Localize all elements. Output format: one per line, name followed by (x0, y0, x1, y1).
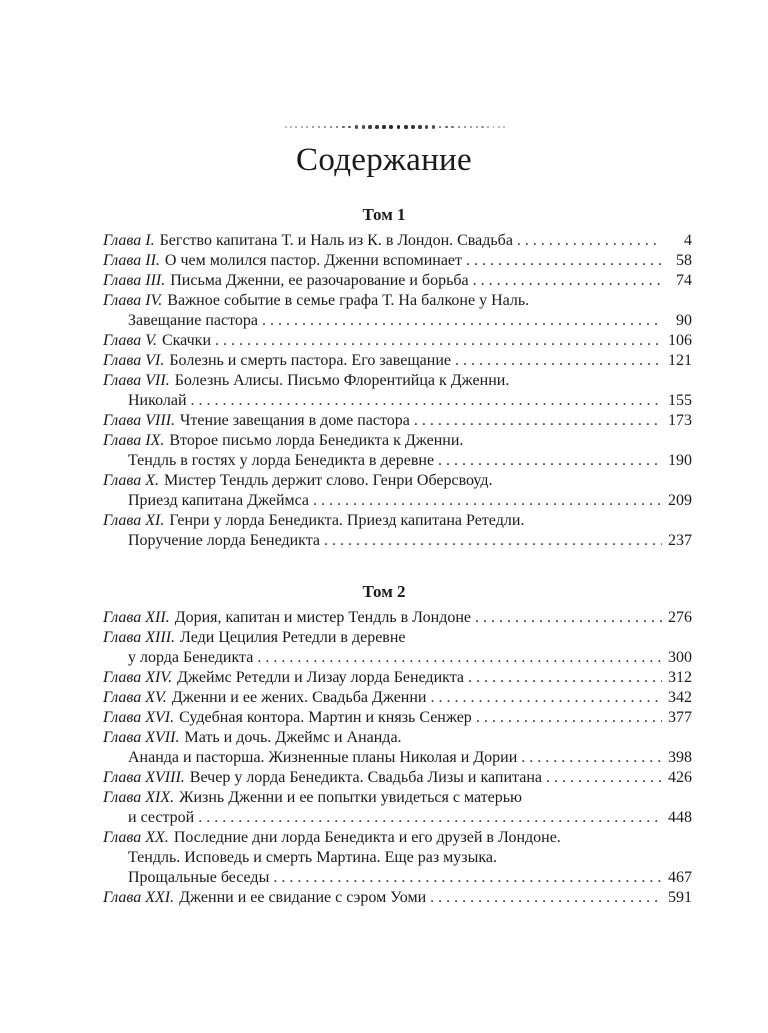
toc-line (103, 251, 692, 271)
toc-line (103, 888, 692, 908)
page-number: 173 (668, 412, 692, 429)
ornament-dot (445, 126, 448, 129)
toc-entry (103, 688, 692, 708)
chapter-title: Мистер Тендль держит слово. Генри Оберсвоуд. (164, 472, 493, 489)
toc-line (103, 668, 692, 688)
page-number: 276 (668, 609, 692, 626)
ornament-dot (439, 126, 442, 129)
dot-leader (324, 531, 662, 551)
ornament-dot (330, 126, 333, 129)
toc-line (103, 391, 692, 411)
toc-entry (103, 608, 692, 628)
toc-line (103, 728, 692, 748)
page-number: 74 (676, 272, 692, 289)
toc-entry (103, 431, 692, 471)
page-number: 121 (668, 352, 692, 369)
toc-entry (103, 411, 692, 431)
chapter-label: Глава IV. (103, 292, 163, 309)
toc-entry (103, 728, 692, 768)
ornament-dot (312, 126, 314, 128)
page-number: 209 (668, 492, 692, 509)
ornament-dot (493, 126, 495, 128)
toc-line (103, 748, 692, 768)
chapter-title: Судебная контора. Мартин и князь Сенжер (179, 709, 472, 726)
toc-entry (103, 788, 692, 828)
chapter-label: Глава XIV. (103, 669, 173, 686)
chapter-label: Глава XII. (103, 609, 170, 626)
toc-entry (103, 371, 692, 411)
page-title: Содержание (296, 142, 472, 178)
chapter-title: Прощальные беседы (128, 869, 270, 886)
chapter-title: Николай (128, 392, 187, 409)
ornament-dot (470, 126, 472, 128)
volume-2-title: Том 2 (362, 582, 406, 601)
chapter-title: Чтение завещания в доме пастора (180, 412, 410, 429)
dot-leader (517, 231, 662, 251)
toc-line (103, 431, 692, 451)
chapter-title: Приезд капитана Джеймса (128, 492, 310, 509)
chapter-title: Последние дни лорда Бенедикта и его друзей в Лондоне. (173, 829, 561, 846)
chapter-title: Жизнь Дженни и ее попытки увидеться с матерью (179, 789, 522, 806)
chapter-title: Вечер у лорда Бенедикта. Свадьба Лизы и капитана (189, 769, 542, 786)
toc-line (103, 788, 692, 808)
dot-leader (414, 411, 662, 431)
chapter-label: Глава XV. (103, 689, 167, 706)
chapter-label: Глава XX. (103, 829, 169, 846)
ornament-dot (404, 125, 408, 129)
chapter-title: Бегство капитана Т. и Наль из К. в Лондон. Свадьба (159, 232, 513, 249)
chapter-title: Болезнь Алисы. Письмо Флорентийца к Дженни. (174, 372, 510, 389)
dot-leader (262, 311, 662, 331)
toc-line (103, 451, 692, 471)
ornament-dot (418, 125, 421, 128)
toc-line (103, 648, 692, 668)
ornament-dot (464, 126, 466, 128)
chapter-label: Глава VI. (103, 352, 165, 369)
toc-line (103, 531, 692, 551)
ornament-dot (458, 126, 461, 129)
page-number: 312 (668, 669, 692, 686)
toc-line (103, 291, 692, 311)
page-number: 591 (668, 889, 692, 906)
toc-entry (103, 511, 692, 551)
chapter-label: Глава VII. (103, 372, 170, 389)
page-number: 467 (668, 869, 692, 886)
toc-entry (103, 291, 692, 331)
ornament-dot (355, 125, 358, 128)
page-number: 342 (668, 689, 692, 706)
dot-leader (430, 888, 662, 908)
chapter-title: О чем молился пастор. Дженни вспоминает (164, 252, 463, 269)
ornament-dot (432, 125, 435, 128)
page-number: 377 (668, 709, 692, 726)
toc-line (103, 351, 692, 371)
ornament-dot (425, 125, 428, 128)
toc-entry (103, 231, 692, 251)
ornament-dot (382, 125, 386, 129)
ornament-dot (389, 125, 393, 129)
dot-leader (476, 708, 662, 728)
chapter-title: Тендль. Исповедь и смерть Мартина. Еще раз музыка. (128, 849, 498, 866)
dot-leader (257, 648, 662, 668)
chapter-title: Болезнь и смерть пастора. Его завещание (169, 352, 451, 369)
ornament-dot (301, 126, 303, 128)
chapter-label: Глава XXI. (103, 889, 175, 906)
ornament-dot (348, 126, 351, 129)
chapter-title: Поручение лорда Бенедикта (128, 532, 321, 549)
page-number: 448 (668, 809, 692, 826)
chapter-title: Дория, капитан и мистер Тендль в Лондоне (174, 609, 471, 626)
toc-entry (103, 668, 692, 688)
ornament-dot (498, 126, 500, 128)
chapter-label: Глава I. (103, 232, 155, 249)
chapter-label: Глава XVI. (103, 709, 175, 726)
chapter-label: Глава XVIII. (103, 769, 185, 786)
ornament-dot (397, 125, 401, 129)
toc-entry (103, 351, 692, 371)
chapter-title: Скачки (161, 332, 212, 349)
chapter-label: Глава XIII. (103, 629, 176, 646)
dot-leader (546, 768, 662, 788)
ornament-dot (362, 125, 365, 128)
toc-line (103, 411, 692, 431)
chapter-label: Глава VIII. (103, 412, 176, 429)
dot-leader (475, 608, 662, 628)
chapter-label: Глава II. (103, 252, 160, 269)
page-number: 190 (668, 452, 692, 469)
toc-line (103, 271, 692, 291)
toc-line (103, 491, 692, 511)
chapter-title: Важное событие в семье графа Т. На балконе у Наль. (167, 292, 530, 309)
toc-entry (103, 828, 692, 888)
toc-entry (103, 768, 692, 788)
chapter-label: Глава XI. (103, 512, 165, 529)
toc-entry (103, 471, 692, 511)
volume-1-toc (103, 231, 692, 551)
chapter-title: у лорда Бенедикта (128, 649, 254, 666)
toc-entry (103, 888, 692, 908)
page-number: 300 (668, 649, 692, 666)
ornament-dot (375, 125, 378, 128)
toc-line (103, 768, 692, 788)
ornament-dot (476, 126, 478, 128)
ornament-dot (411, 125, 414, 128)
volume-1-title: Том 1 (362, 205, 406, 224)
dot-leader (473, 271, 662, 291)
dot-leader (313, 491, 662, 511)
toc-line (103, 331, 692, 351)
ornament-dot (336, 126, 339, 129)
toc-line (103, 471, 692, 491)
dot-leader (438, 451, 662, 471)
chapter-label: Глава XVII. (103, 729, 180, 746)
toc-entry (103, 331, 692, 351)
toc-line (103, 371, 692, 391)
chapter-title: Мать и дочь. Джеймс и Ананда. (184, 729, 402, 746)
dot-leader (430, 688, 662, 708)
ornament-dot (306, 126, 308, 128)
ornament-dot (285, 126, 287, 128)
chapter-title: Тендль в гостях у лорда Бенедикта в деревне (128, 452, 435, 469)
page-number: 90 (676, 312, 692, 329)
toc-line (103, 511, 692, 531)
toc-line (103, 608, 692, 628)
chapter-title: Ананда и пасторша. Жизненные планы Николая и Дории (128, 749, 518, 766)
toc-line (103, 868, 692, 888)
chapter-label: Глава III. (103, 272, 166, 289)
dot-leader (273, 868, 662, 888)
toc-entry (103, 271, 692, 291)
ornament-dot (324, 126, 326, 128)
chapter-title: Джеймс Ретедли и Лизау лорда Бенедикта (177, 669, 464, 686)
chapter-title: Дженни и ее жених. Свадьба Дженни (171, 689, 427, 706)
dot-leader (191, 391, 662, 411)
chapter-title: Генри у лорда Бенедикта. Приезд капитана Ретедли. (169, 512, 525, 529)
ornament-dot (318, 126, 320, 128)
dot-leader (468, 668, 662, 688)
title-ornament (285, 124, 505, 130)
dot-leader (455, 351, 662, 371)
toc-line (103, 628, 692, 648)
chapter-title: и сестрой (128, 809, 195, 826)
page-number: 398 (668, 749, 692, 766)
ornament-dot (290, 126, 292, 128)
dot-leader (215, 331, 662, 351)
ornament-dot (487, 126, 489, 128)
dot-leader (466, 251, 662, 271)
chapter-label: Глава IX. (103, 432, 165, 449)
toc-entry (103, 251, 692, 271)
toc-line (103, 848, 692, 868)
toc-line (103, 828, 692, 848)
chapter-title: Завещание пастора (128, 312, 258, 329)
ornament-dot (503, 126, 505, 128)
chapter-title: Письма Дженни, ее разочарование и борьба (170, 272, 469, 289)
ornament-dot (342, 126, 345, 129)
toc-line (103, 708, 692, 728)
volume-2-toc (103, 608, 692, 908)
chapter-label: Глава V. (103, 332, 157, 349)
ornament-dot (295, 126, 297, 128)
toc-entry (103, 708, 692, 728)
chapter-title: Второе письмо лорда Бенедикта к Дженни. (169, 432, 464, 449)
chapter-label: Глава XIX. (103, 789, 175, 806)
toc-line (103, 688, 692, 708)
ornament-dot (481, 126, 483, 128)
page-number: 237 (668, 532, 692, 549)
toc-line (103, 311, 692, 331)
page-number: 155 (668, 392, 692, 409)
chapter-title: Леди Цецилия Ретедли в деревне (180, 629, 406, 646)
ornament-dot (368, 125, 371, 128)
dot-leader (521, 748, 662, 768)
page-number: 426 (668, 769, 692, 786)
toc-line (103, 808, 692, 828)
chapter-label: Глава X. (103, 472, 160, 489)
page-number: 58 (676, 252, 692, 269)
dot-leader (198, 808, 662, 828)
chapter-title: Дженни и ее свидание с сэром Уоми (179, 889, 427, 906)
toc-line (103, 231, 692, 251)
page-number: 4 (684, 232, 692, 249)
ornament-dot (451, 126, 454, 129)
page-number: 106 (668, 332, 692, 349)
toc-entry (103, 628, 692, 668)
